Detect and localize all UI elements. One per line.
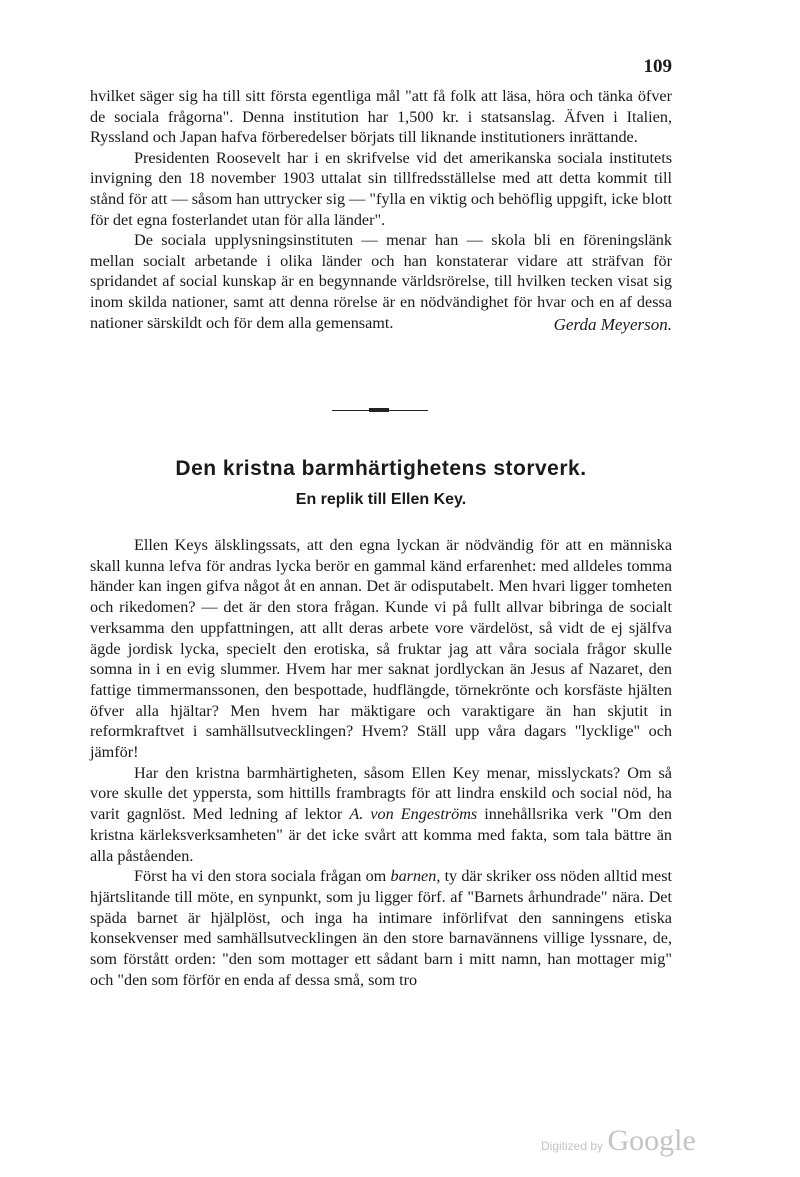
paragraph: hvilket säger sig ha till sitt första egentliga mål "att få folk att läsa, höra och tänka öfver de sociala frågorna". Denna institution har 1,500 kr. i statsanslag. Äfven i Italien, Ryssland och Japan hafva förberedelser börjats till liknande institutioners inrättande. bbox=[90, 87, 672, 147]
paragraph: Ellen Keys älsklingssats, att den egna lyckan är nödvändig för att en människa skall kunna lefva för andras lycka berör en gammal känd erfarenhet: med alldeles tomma händer kan ingen gifva något åt en annan. Det är odisputabelt. Men hvari ligger tomheten och rikedomen? — det är den stora frågan. Kunde vi på fullt allvar bibringa de socialt verksamma den uppfattningen, att allt deras arbete vore värdelöst, så vidt de ej själfva ägde jordisk lycka, specielt den erotiska, så fruktar jag att våra sociala frågor skulle somna in i en evig slummer. Hvem har mer saknat jordlyckan än Jesus af Nazaret, den fattige timmermanssonen, den bespottade, hudflängde, törnekrönte och korsfäste hjälten öfver alla hjältar? Men hvem har mäktigare och varaktigare än han skjutit in reformkraftvet i samhällsutvecklingen? Hvem? Ställ upp våra dagars "lycklige" och jämför! bbox=[90, 536, 672, 762]
article-body bbox=[90, 535, 672, 990]
emphasized-word: barnen, bbox=[390, 867, 441, 886]
section-divider-ornament bbox=[369, 408, 389, 412]
article-title: Den kristna barmhärtighetens storverk. bbox=[175, 457, 587, 480]
watermark-logo: Google bbox=[607, 1124, 696, 1157]
digitization-watermark bbox=[541, 1124, 696, 1158]
paragraph-text: ty där skriker oss nöden alltid mest hjärtslitande till möte, en synpunkt, som ju ligger förf. af "Barnets århundrade" nära. Det späda barnet är hjälplöst, och inga ha intimare införlifvat den sanningens etiska konsekvenser med samhällsutvecklingen än den store barnavännens villige lyssnare, de, som förstått orden: "den som mottager ett sådant barn i mitt namn, han mottager mig" och "den som förför en enda af dessa små, som tro bbox=[90, 867, 672, 989]
paragraph bbox=[90, 230, 672, 333]
watermark-prefix: Digitized by bbox=[541, 1139, 604, 1153]
paragraph bbox=[90, 763, 672, 867]
author-reference: A. von Engeströms bbox=[349, 805, 478, 824]
paragraph-text: innehållsrika verk "Om den kristna kärleksverksamheten" är det icke svårt att komma med fakta, som tala bättre än alla påståenden. bbox=[90, 805, 672, 865]
preceding-article-ending bbox=[90, 86, 672, 336]
paragraph bbox=[90, 866, 672, 990]
paragraph-text: De sociala upplysningsinstituten — menar han — skola bli en föreningslänk mellan socialt arbetande i olika länder och han konstaterar vidare att sträfvan för spridandet af social kunskap är en begynnande världsrörelse, till hvilken tecken visat sig inom skilda nationer, samt att denna rörelse är en nödvändighet för hvar och en af dessa nationer särskildt och för dem alla gemensamt. bbox=[90, 231, 672, 332]
paragraph-text: Först ha vi den stora sociala frågan om bbox=[134, 867, 391, 886]
author-signature: Gerda Meyerson. bbox=[553, 315, 672, 335]
page-number: 109 bbox=[643, 56, 672, 77]
paragraph-text: Har den kristna barmhärtigheten, såsom Ellen Key menar, misslyckats? Om så vore skulle det yppersta, som hittills frambragts för att lindra enskild och social nöd, ha varit gagnlöst. Med ledning af lektor bbox=[90, 763, 672, 824]
paragraph: Presidenten Roosevelt har i en skrifvelse vid det amerikanska sociala institutets invigning den 18 november 1903 uttalat sin tillfredsställelse med att detta kommit till stånd för att — såsom han uttrycker sig — "fylla en viktig och behöflig uppgift, icke blott för det egna fosterlandet utan för alla länder". bbox=[90, 148, 672, 229]
article-subtitle: En replik till Ellen Key. bbox=[295, 491, 467, 508]
